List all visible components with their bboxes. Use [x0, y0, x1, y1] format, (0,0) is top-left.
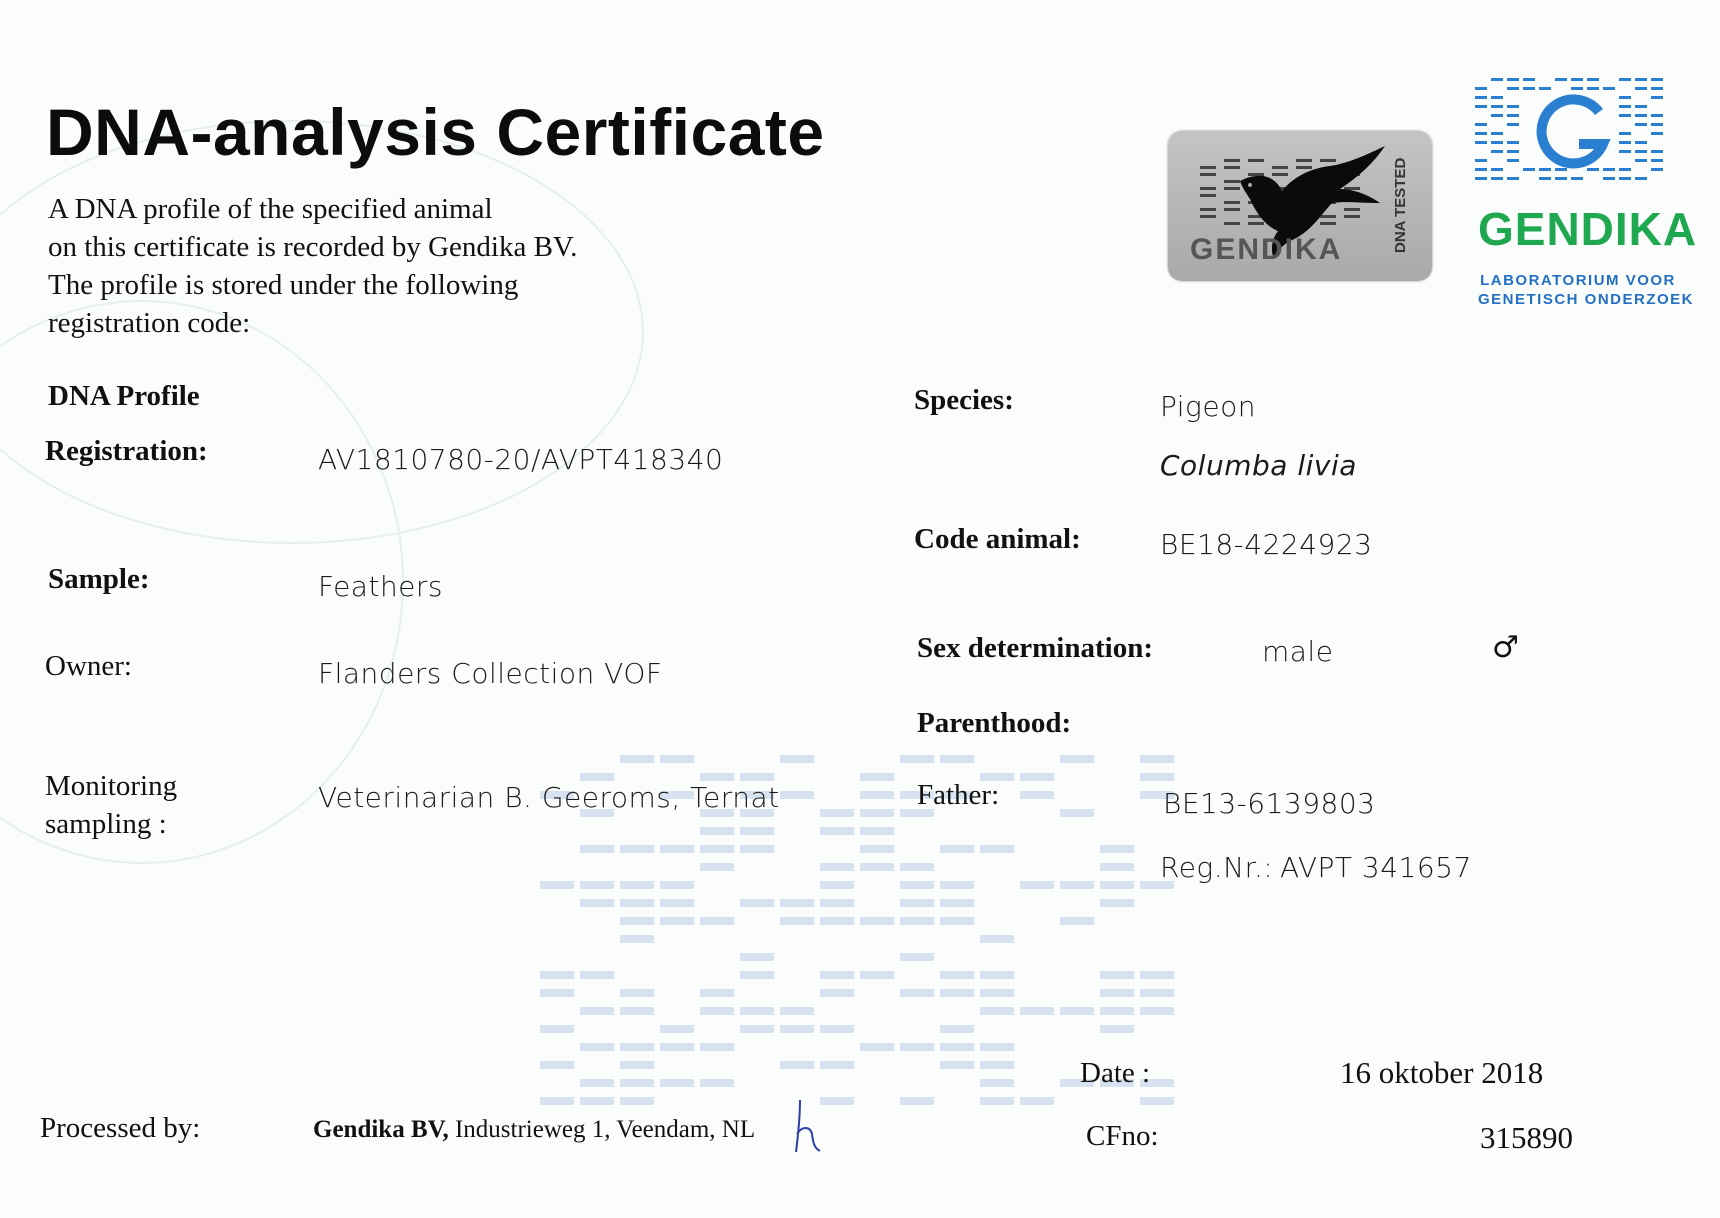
logo-dash — [1571, 177, 1583, 180]
logo-dash — [1619, 168, 1631, 171]
dna-profile-heading: DNA Profile — [48, 380, 200, 412]
watermark-dash — [540, 1097, 574, 1105]
intro-line: on this certificate is recorded by Gendika BV. — [48, 231, 578, 263]
sex-value: male — [1262, 635, 1334, 668]
logo-dash — [1651, 123, 1663, 126]
watermark-dash — [700, 1079, 734, 1087]
watermark-dash — [1100, 845, 1134, 853]
watermark-dash — [980, 971, 1014, 979]
logo-dash — [1475, 123, 1487, 126]
watermark-dash — [1060, 1007, 1094, 1015]
watermark-dash — [580, 845, 614, 853]
watermark-dash — [980, 1061, 1014, 1069]
watermark-dash — [660, 845, 694, 853]
logo-dash — [1507, 114, 1519, 117]
logo-dash — [1651, 87, 1663, 90]
watermark-dash — [620, 1043, 654, 1051]
watermark-dash — [1060, 917, 1094, 925]
sex-determination-label: Sex determination: — [917, 632, 1153, 664]
watermark-dash — [980, 1079, 1014, 1087]
watermark-dash — [700, 989, 734, 997]
regnr-label: Reg.Nr.: — [1160, 851, 1274, 884]
watermark-dash — [660, 899, 694, 907]
watermark-dash — [1100, 1025, 1134, 1033]
logo-dash — [1491, 105, 1503, 108]
watermark-dash — [1100, 989, 1134, 997]
logo-dash — [1475, 87, 1487, 90]
sample-value: Feathers — [318, 570, 444, 603]
watermark-dash — [1060, 809, 1094, 817]
logo-dash — [1507, 78, 1519, 81]
watermark-dash — [900, 1097, 934, 1105]
processed-by-label: Processed by: — [40, 1112, 201, 1144]
logo-dash — [1507, 141, 1519, 144]
watermark-dash — [780, 791, 814, 799]
watermark-dash — [820, 881, 854, 889]
seal-dash — [1200, 187, 1216, 190]
logo-dash — [1475, 168, 1487, 171]
watermark-dash — [620, 1079, 654, 1087]
watermark-dash — [780, 899, 814, 907]
logo-dash — [1491, 96, 1503, 99]
watermark-dash — [620, 845, 654, 853]
watermark-dash — [660, 755, 694, 763]
logo-dash — [1507, 177, 1519, 180]
watermark-dash — [1100, 863, 1134, 871]
watermark-dash — [780, 1007, 814, 1015]
logo-dash — [1635, 141, 1647, 144]
watermark-dash — [980, 1007, 1014, 1015]
watermark-dash — [580, 1097, 614, 1105]
intro-line: registration code: — [48, 307, 251, 339]
watermark-dash — [660, 917, 694, 925]
watermark-dash — [700, 917, 734, 925]
watermark-dash — [900, 953, 934, 961]
watermark-dash — [1020, 1007, 1054, 1015]
watermark-dash — [700, 1043, 734, 1051]
watermark-dash — [780, 917, 814, 925]
owner-label: Owner: — [45, 650, 132, 682]
watermark-dash — [940, 1025, 974, 1033]
logo-dash — [1507, 159, 1519, 162]
watermark-dash — [540, 881, 574, 889]
watermark-dash — [1020, 773, 1054, 781]
gendika-logo-mark — [1475, 78, 1675, 188]
watermark-dash — [700, 827, 734, 835]
watermark-dash — [900, 989, 934, 997]
father-label: Father: — [917, 779, 1000, 811]
watermark-dash — [900, 881, 934, 889]
logo-dash — [1603, 177, 1615, 180]
handwritten-initial-mark — [792, 1096, 824, 1156]
watermark-dash — [820, 863, 854, 871]
intro-line: A DNA profile of the specified animal — [48, 193, 493, 225]
watermark-dash — [1140, 971, 1174, 979]
logo-dash — [1555, 168, 1567, 171]
watermark-dash — [860, 863, 894, 871]
logo-dash — [1635, 78, 1647, 81]
watermark-dash — [580, 1043, 614, 1051]
date-value: 16 oktober 2018 — [1340, 1055, 1544, 1090]
watermark-dash — [540, 1061, 574, 1069]
watermark-dash — [1020, 881, 1054, 889]
watermark-dash — [620, 755, 654, 763]
logo-dash — [1635, 177, 1647, 180]
watermark-dash — [980, 989, 1014, 997]
watermark-dash — [700, 845, 734, 853]
watermark-dash — [1060, 881, 1094, 889]
watermark-dash — [620, 1007, 654, 1015]
watermark-dash — [740, 827, 774, 835]
watermark-dash — [980, 1043, 1014, 1051]
processed-by-value — [313, 1116, 755, 1144]
watermark-dash — [660, 881, 694, 889]
watermark-dash — [540, 1025, 574, 1033]
logo-dash — [1619, 105, 1631, 108]
logo-dash — [1571, 78, 1583, 81]
watermark-dash — [580, 971, 614, 979]
species-latin-value: Columba livia — [1160, 449, 1357, 482]
logo-dash — [1475, 105, 1487, 108]
logo-dash — [1635, 150, 1647, 153]
watermark-dash — [1020, 1097, 1054, 1105]
monitoring-label-cont: sampling : — [45, 808, 167, 840]
logo-dash — [1603, 87, 1615, 90]
watermark-dash — [860, 971, 894, 979]
watermark-dash — [940, 899, 974, 907]
logo-dash — [1491, 177, 1503, 180]
logo-dash — [1619, 177, 1631, 180]
logo-sub-line: LABORATORIUM VOOR — [1480, 272, 1676, 289]
registration-label: Registration: — [45, 435, 208, 467]
logo-dash — [1651, 159, 1663, 162]
logo-dash — [1651, 168, 1663, 171]
watermark-dash — [540, 971, 574, 979]
watermark-dash — [1100, 881, 1134, 889]
watermark-dash — [820, 1061, 854, 1069]
male-symbol-icon: ♂ — [1492, 630, 1519, 665]
logo-dash — [1523, 168, 1535, 171]
logo-dash — [1507, 87, 1519, 90]
watermark-dash — [860, 1043, 894, 1051]
logo-dash — [1491, 168, 1503, 171]
logo-dash — [1619, 150, 1631, 153]
watermark-dash — [940, 755, 974, 763]
logo-dash — [1491, 150, 1503, 153]
logo-dash — [1491, 141, 1503, 144]
watermark-dash — [700, 863, 734, 871]
watermark-dash — [1140, 1007, 1174, 1015]
logo-dash — [1619, 78, 1631, 81]
logo-dash — [1635, 123, 1647, 126]
logo-dash — [1475, 132, 1487, 135]
logo-dash — [1507, 150, 1519, 153]
watermark-dash — [820, 917, 854, 925]
watermark-dash — [940, 917, 974, 925]
watermark-dash — [740, 899, 774, 907]
watermark-dash — [940, 989, 974, 997]
logo-dash — [1539, 87, 1551, 90]
watermark-dash — [780, 1061, 814, 1069]
logo-dash — [1475, 177, 1487, 180]
watermark-dash — [940, 1061, 974, 1069]
gendika-logo-subtitle — [1478, 271, 1695, 309]
logo-dash — [1635, 159, 1647, 162]
seal-dash — [1200, 194, 1216, 197]
seal-dash — [1200, 208, 1216, 211]
logo-sub-line: GENETISCH ONDERZOEK — [1478, 291, 1695, 308]
watermark-dash — [820, 1025, 854, 1033]
monitoring-label: Monitoring — [45, 770, 178, 802]
watermark-dash — [980, 1097, 1014, 1105]
logo-dash — [1619, 141, 1631, 144]
watermark-dash — [580, 1079, 614, 1087]
logo-dash — [1475, 141, 1487, 144]
watermark-dash — [940, 881, 974, 889]
logo-dash — [1587, 87, 1599, 90]
logo-dash — [1555, 78, 1567, 81]
watermark-dash — [700, 1007, 734, 1015]
cfno-label: CFno: — [1086, 1120, 1159, 1152]
watermark-dash — [940, 845, 974, 853]
regnr-value: AVPT 341657 — [1280, 851, 1472, 884]
gendika-g-icon — [1533, 92, 1619, 178]
logo-dash — [1571, 87, 1583, 90]
logo-dash — [1651, 150, 1663, 153]
watermark-dash — [620, 989, 654, 997]
logo-dash — [1491, 114, 1503, 117]
processed-company: Gendika BV, — [313, 1116, 449, 1143]
watermark-dash — [740, 971, 774, 979]
watermark-dash — [620, 935, 654, 943]
species-value: Pigeon — [1160, 390, 1256, 423]
watermark-dash — [820, 899, 854, 907]
code-animal-value: BE18-4224923 — [1160, 528, 1373, 561]
watermark-dash — [620, 917, 654, 925]
watermark-dash — [780, 755, 814, 763]
watermark-dash — [660, 1043, 694, 1051]
logo-dash — [1587, 168, 1599, 171]
watermark-dash — [620, 899, 654, 907]
watermark-dash — [620, 881, 654, 889]
logo-dash — [1507, 105, 1519, 108]
watermark-dash — [740, 1025, 774, 1033]
watermark-dash — [940, 971, 974, 979]
logo-dash — [1635, 114, 1647, 117]
seal-dash — [1200, 173, 1216, 176]
logo-dash — [1619, 114, 1631, 117]
watermark-dash — [620, 1097, 654, 1105]
watermark-dash — [980, 935, 1014, 943]
watermark-dash — [820, 809, 854, 817]
cfno-value: 315890 — [1480, 1120, 1573, 1155]
logo-dash — [1491, 78, 1503, 81]
watermark-dash — [1100, 899, 1134, 907]
logo-dash — [1651, 114, 1663, 117]
watermark-dash — [660, 1079, 694, 1087]
watermark-dash — [580, 881, 614, 889]
sample-label: Sample: — [48, 563, 150, 595]
watermark-dash — [860, 917, 894, 925]
watermark-dash — [1100, 1007, 1134, 1015]
watermark-dash — [1140, 1097, 1174, 1105]
monitoring-value: Veterinarian B. Geeroms, Ternat — [318, 781, 780, 814]
watermark-dash — [700, 773, 734, 781]
seal-side-text: DNA TESTED — [1392, 157, 1409, 253]
watermark-dash — [1140, 755, 1174, 763]
watermark-dash — [620, 1061, 654, 1069]
parenthood-label: Parenthood: — [917, 707, 1072, 739]
watermark-dash — [740, 845, 774, 853]
watermark-dash — [860, 773, 894, 781]
registration-value: AV1810780-20/AVPT418340 — [318, 443, 724, 476]
watermark-dash — [740, 953, 774, 961]
watermark-dash — [820, 1097, 854, 1105]
dna-tested-seal — [1168, 131, 1432, 281]
seal-dash — [1200, 166, 1216, 169]
watermark-dash — [1060, 755, 1094, 763]
logo-dash — [1619, 132, 1631, 135]
logo-dash — [1651, 132, 1663, 135]
watermark-dash — [900, 917, 934, 925]
logo-dash — [1635, 105, 1647, 108]
owner-value: Flanders Collection VOF — [318, 657, 663, 690]
logo-dash — [1603, 168, 1615, 171]
watermark-dash — [820, 989, 854, 997]
seal-dash — [1200, 215, 1216, 218]
watermark-dash — [820, 971, 854, 979]
watermark-dash — [540, 989, 574, 997]
watermark-dash — [780, 1025, 814, 1033]
logo-dash — [1619, 96, 1631, 99]
watermark-dash — [1140, 989, 1174, 997]
watermark-dash — [900, 863, 934, 871]
logo-dash — [1539, 168, 1551, 171]
watermark-dash — [900, 1043, 934, 1051]
watermark-dash — [860, 845, 894, 853]
watermark-dash — [580, 899, 614, 907]
watermark-dash — [580, 773, 614, 781]
logo-dash — [1475, 159, 1487, 162]
intro-line: The profile is stored under the following — [48, 269, 519, 301]
watermark-dash — [580, 1007, 614, 1015]
father-value: BE13-6139803 — [1163, 787, 1376, 820]
logo-dash — [1635, 87, 1647, 90]
watermark-dash — [1020, 791, 1054, 799]
watermark-dash — [740, 773, 774, 781]
logo-dash — [1523, 87, 1535, 90]
watermark-dash — [900, 899, 934, 907]
seal-brand: GENDIKA — [1190, 233, 1343, 266]
species-label: Species: — [914, 384, 1014, 416]
intro-text — [48, 190, 577, 342]
logo-dash — [1587, 78, 1599, 81]
logo-dash — [1491, 132, 1503, 135]
code-animal-label: Code animal: — [914, 523, 1081, 555]
watermark-dash — [860, 827, 894, 835]
logo-dash — [1475, 96, 1487, 99]
watermark-dash — [900, 755, 934, 763]
watermark-dash — [860, 791, 894, 799]
gendika-logo-text: GENDIKA — [1478, 203, 1698, 255]
logo-dash — [1523, 78, 1535, 81]
watermark-dash — [860, 809, 894, 817]
logo-dash — [1507, 123, 1519, 126]
processed-address: Industrieweg 1, Veendam, NL — [448, 1116, 756, 1143]
watermark-dash — [660, 1025, 694, 1033]
watermark-dash — [1140, 773, 1174, 781]
watermark-dash — [740, 1007, 774, 1015]
watermark-dash — [940, 1043, 974, 1051]
certificate-title: DNA-analysis Certificate — [46, 95, 825, 169]
logo-dash — [1651, 78, 1663, 81]
logo-dash — [1555, 177, 1567, 180]
watermark-dash — [1100, 971, 1134, 979]
logo-dash — [1539, 177, 1551, 180]
logo-dash — [1651, 96, 1663, 99]
date-label: Date : — [1080, 1057, 1151, 1089]
watermark-dash — [820, 827, 854, 835]
watermark-dash — [980, 845, 1014, 853]
